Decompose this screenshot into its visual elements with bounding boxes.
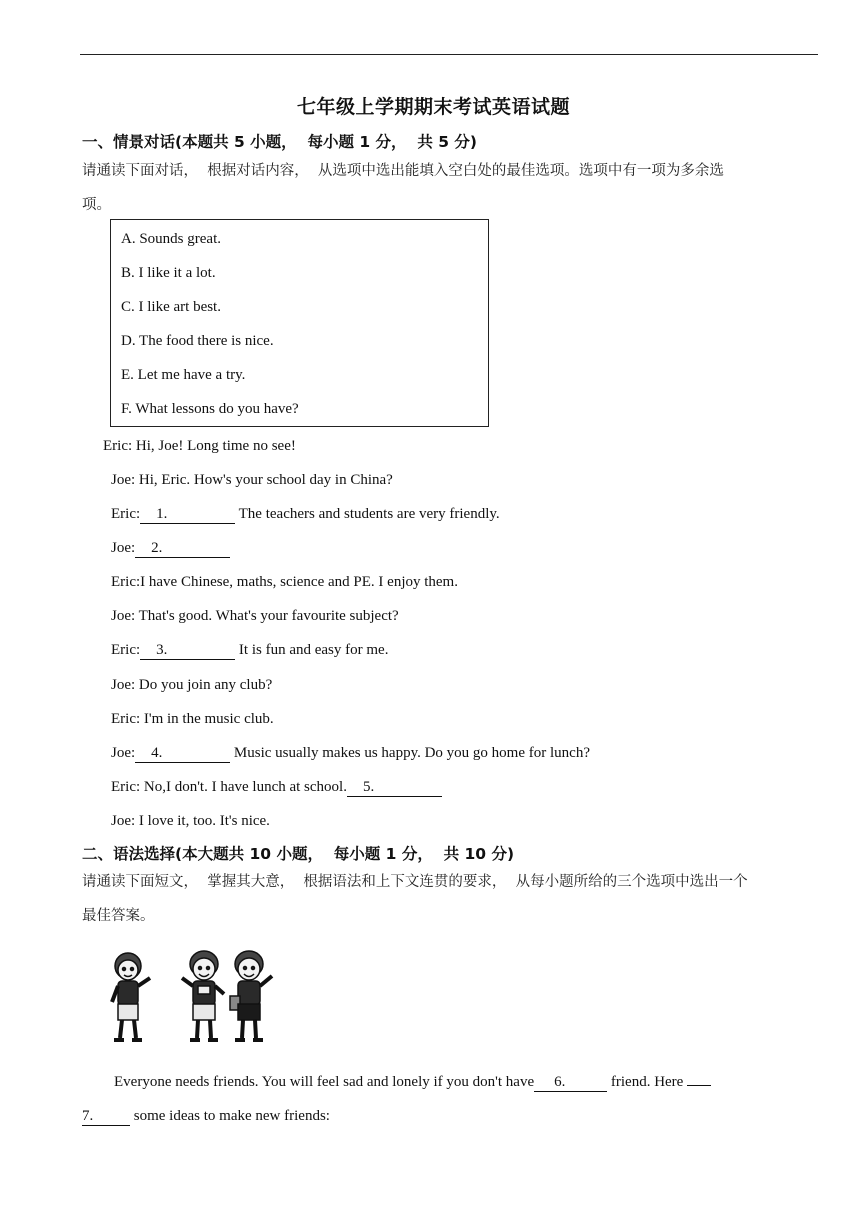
page-title: 七年级上学期期末考试英语试题 (296, 96, 570, 118)
three-boys-illustration (104, 946, 284, 1048)
answer-blank-7[interactable]: 7. (82, 1108, 130, 1126)
options-box (110, 219, 489, 427)
dialogue-line-12: Joe: I love it, too. It's nice. (111, 813, 270, 829)
answer-blank-2[interactable]: 2. (135, 540, 230, 558)
passage-text: some ideas to make new friends: (130, 1108, 330, 1124)
dialogue-line-7 (111, 642, 388, 660)
dialogue-line-3 (111, 506, 500, 524)
dialogue-line-5: Eric:I have Chinese, maths, science and PE. I enjoy them. (111, 574, 458, 590)
section2-instruction-line2: 最佳答案。 (82, 908, 155, 924)
section1-instruction-line1: 请通读下面对话， 根据对话内容， 从选项中选出能填入空白处的最佳选项。选项中有一项为多余选 (82, 163, 724, 179)
option-f: F. What lessons do you have? (121, 401, 299, 417)
dialogue-text: The teachers and students are very friendly. (235, 506, 500, 522)
dialogue-text: It is fun and easy for me. (235, 642, 389, 658)
dialogue-line-1: Eric: Hi, Joe! Long time no see! (103, 438, 296, 454)
dialogue-line-8: Joe: Do you join any club? (111, 677, 273, 693)
dialogue-line-4 (111, 540, 230, 558)
boy-2-figure (182, 951, 224, 1040)
dialogue-line-2: Joe: Hi, Eric. How's your school day in China? (111, 472, 393, 488)
header-rule (80, 54, 818, 55)
section2-instruction-line1: 请通读下面短文， 掌握其大意， 根据语法和上下文连贯的要求， 从每小题所给的三个选项中选出一个 (82, 874, 748, 890)
passage-text: Everyone needs friends. You will feel sad and lonely if you don't have (114, 1074, 535, 1090)
boy-1-figure (112, 953, 150, 1040)
boy-3-figure (230, 951, 272, 1040)
dialogue-line-11 (111, 779, 442, 797)
answer-blank-5[interactable]: 5. (347, 779, 442, 797)
option-b: B. I like it a lot. (121, 265, 216, 281)
answer-blank-1[interactable]: 1. (140, 506, 235, 524)
passage-text: friend. Here (607, 1074, 688, 1090)
dialogue-text: Eric: No,I don't. I have lunch at school. (111, 779, 347, 795)
option-c: C. I like art best. (121, 299, 221, 315)
answer-blank-7-start[interactable] (687, 1085, 711, 1086)
speaker: Joe: (111, 540, 136, 556)
passage-line-2 (82, 1108, 330, 1126)
passage-line-1 (114, 1074, 711, 1092)
speaker: Eric: (111, 642, 141, 658)
speaker: Eric: (111, 506, 141, 522)
dialogue-line-10 (111, 745, 590, 763)
speaker: Joe: (111, 745, 136, 761)
dialogue-line-6: Joe: That's good. What's your favourite subject? (111, 608, 399, 624)
answer-blank-4[interactable]: 4. (135, 745, 230, 763)
section1-instruction-line2: 项。 (82, 197, 111, 213)
answer-blank-3[interactable]: 3. (140, 642, 235, 660)
option-d: D. The food there is nice. (121, 333, 274, 349)
option-a: A. Sounds great. (121, 231, 221, 247)
section2-heading: 二、语法选择(本大题共 10 小题， 每小题 1 分， 共 10 分) (82, 845, 515, 863)
answer-blank-6[interactable]: 6. (534, 1074, 607, 1092)
dialogue-text: Music usually makes us happy. Do you go home for lunch? (230, 745, 590, 761)
section1-heading: 一、情景对话(本题共 5 小题， 每小题 1 分， 共 5 分) (82, 133, 477, 151)
option-e: E. Let me have a try. (121, 367, 246, 383)
dialogue-line-9: Eric: I'm in the music club. (111, 711, 274, 727)
